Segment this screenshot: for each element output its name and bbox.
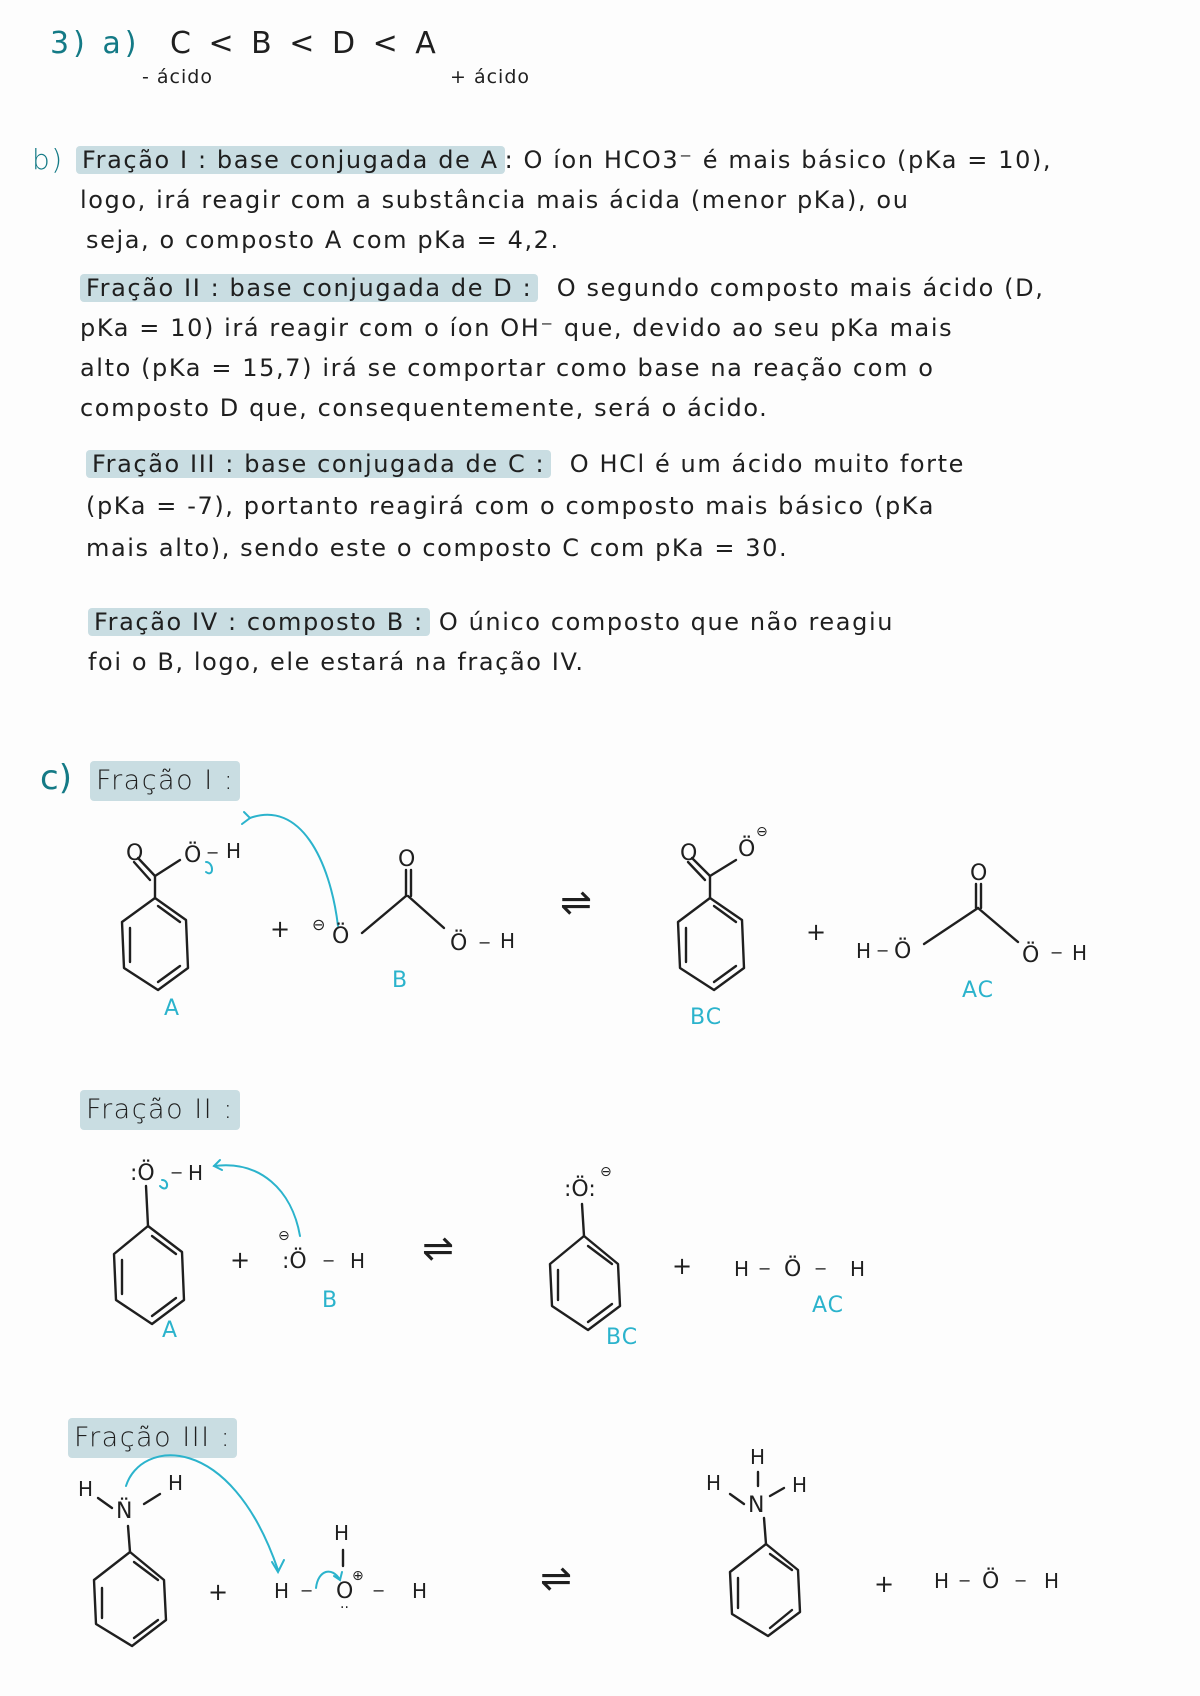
svg-text:O: O xyxy=(398,847,416,872)
plus-sign: + xyxy=(230,1246,251,1274)
svg-text:H: H xyxy=(226,839,242,863)
hydronium-structure xyxy=(274,1521,427,1616)
svg-text:H: H xyxy=(412,1579,428,1603)
phenoxide-structure xyxy=(550,1164,620,1330)
svg-text:⊖: ⊖ xyxy=(312,915,326,934)
svg-text:−: − xyxy=(170,1163,184,1182)
svg-text:⊖: ⊖ xyxy=(278,1228,290,1244)
svg-text::Ö: :Ö xyxy=(282,1249,307,1274)
svg-text:−: − xyxy=(322,1251,336,1270)
water-structure xyxy=(934,1568,1059,1594)
svg-text:O: O xyxy=(680,841,698,866)
question-number: 3) a) xyxy=(50,26,141,61)
svg-text:Ö: Ö xyxy=(894,939,912,964)
plus-sign: + xyxy=(270,915,291,943)
svg-text:H: H xyxy=(1044,1569,1060,1593)
svg-text:Ö: Ö xyxy=(738,837,756,862)
svg-text:Ö: Ö xyxy=(184,843,202,868)
svg-text:H: H xyxy=(188,1161,204,1185)
svg-text::Ö:: :Ö: xyxy=(564,1177,596,1202)
text-line: O único composto que não reagiu xyxy=(438,608,895,636)
equilibrium-arrow: ⇌ xyxy=(422,1226,454,1270)
svg-text:H: H xyxy=(856,939,872,963)
svg-text:H: H xyxy=(850,1257,866,1281)
benzoate-structure xyxy=(678,824,768,990)
label-BC-1: BC xyxy=(690,1005,723,1030)
fraction-iii-heading: Fração III : base conjugada de C : xyxy=(86,450,551,478)
svg-text:−: − xyxy=(814,1259,828,1278)
svg-text:−: − xyxy=(1014,1571,1028,1590)
svg-text:⊖: ⊖ xyxy=(600,1164,612,1180)
part-c-label: c) xyxy=(40,758,72,798)
phenol-structure xyxy=(114,1160,203,1324)
svg-text:H: H xyxy=(274,1579,290,1603)
svg-text:−: − xyxy=(1050,943,1064,962)
plus-sign: + xyxy=(806,918,827,946)
svg-text:H: H xyxy=(500,929,516,953)
svg-text:N: N xyxy=(748,1493,765,1518)
svg-text:H: H xyxy=(1072,941,1088,965)
text-line: O HCl é um ácido muito forte xyxy=(569,450,966,478)
label-AC-1: AC xyxy=(962,978,995,1003)
text-line: O segundo composto mais ácido (D, xyxy=(556,274,1045,302)
carbonic-acid-structure xyxy=(856,861,1087,968)
svg-text:H: H xyxy=(792,1473,808,1497)
fraction-ii-heading: Fração II : base conjugada de D : xyxy=(80,274,538,302)
text-line: logo, irá reagir com a substância mais ácida (menor pKa), ou xyxy=(80,186,910,214)
svg-text:−: − xyxy=(300,1581,314,1600)
svg-text:Ö: Ö xyxy=(982,1569,1000,1594)
svg-text:−: − xyxy=(478,933,492,952)
text-line: alto (pKa = 15,7) irá se comportar como base na reação com o xyxy=(80,354,935,382)
svg-text:H: H xyxy=(350,1249,366,1273)
svg-text:O: O xyxy=(970,861,988,886)
svg-text:H: H xyxy=(934,1569,950,1593)
curved-arrow-icon xyxy=(214,1165,300,1236)
plus-sign: + xyxy=(874,1570,895,1598)
text-line: composto D que, consequentemente, será o ácido. xyxy=(80,394,769,422)
svg-text:N̈: N̈ xyxy=(116,1499,133,1524)
svg-text:−: − xyxy=(876,941,890,960)
svg-text:Ö: Ö xyxy=(332,924,350,949)
more-acid-note: + ácido xyxy=(450,66,531,88)
fraction-i-heading: Fração I : base conjugada de A xyxy=(76,146,505,174)
reaction-ii-heading: Fração II : xyxy=(80,1090,240,1130)
svg-text:⊕: ⊕ xyxy=(352,1568,364,1584)
label-B-2: B xyxy=(322,1288,339,1313)
bicarbonate-structure xyxy=(312,847,515,956)
text-line: pKa = 10) irá reagir com o íon OH⁻ que, devido ao seu pKa mais xyxy=(80,314,954,342)
fraction-iv-heading: Fração IV : composto B : xyxy=(88,608,430,636)
label-A-1: A xyxy=(164,996,181,1021)
svg-text::Ö: :Ö xyxy=(130,1161,155,1186)
text-line: : O íon HCO3⁻ é mais básico (pKa = 10), xyxy=(504,146,1053,174)
text-line: foi o B, logo, ele estará na fração IV. xyxy=(88,648,585,676)
svg-text:H: H xyxy=(734,1257,750,1281)
reaction-iii-heading: Fração III : xyxy=(68,1418,237,1458)
plus-sign: + xyxy=(208,1578,229,1606)
anilinium-structure xyxy=(706,1445,807,1636)
part-b-label: b) xyxy=(32,143,64,176)
svg-text:−: − xyxy=(206,843,220,862)
less-acid-note: - ácido xyxy=(142,66,213,88)
hydroxide-structure xyxy=(278,1228,365,1274)
svg-text:−: − xyxy=(372,1581,386,1600)
label-BC-2: BC xyxy=(606,1325,639,1350)
svg-text:Ö: Ö xyxy=(1022,943,1040,968)
svg-text:Ö: Ö xyxy=(784,1257,802,1282)
svg-text:H: H xyxy=(334,1521,350,1545)
svg-text:··: ·· xyxy=(340,1600,349,1616)
text-line: (pKa = -7), portanto reagirá com o composto mais básico (pKa xyxy=(86,492,936,520)
plus-sign: + xyxy=(672,1252,693,1280)
water-structure xyxy=(734,1256,865,1282)
svg-text:−: − xyxy=(758,1259,772,1278)
svg-text:⊖: ⊖ xyxy=(756,824,768,840)
svg-text:H: H xyxy=(750,1445,766,1469)
curved-arrow-icon xyxy=(250,815,338,926)
label-AC-2: AC xyxy=(812,1293,845,1318)
aniline-structure xyxy=(78,1471,183,1646)
svg-text:O: O xyxy=(126,841,144,866)
text-line: seja, o composto A com pKa = 4,2. xyxy=(86,226,560,254)
svg-text:H: H xyxy=(78,1477,94,1501)
equilibrium-arrow: ⇌ xyxy=(560,880,592,924)
acidity-order: C < B < D < A xyxy=(170,26,440,61)
svg-text:H: H xyxy=(706,1471,722,1495)
reaction-i-heading: Fração I : xyxy=(90,761,240,801)
equilibrium-arrow: ⇌ xyxy=(540,1556,572,1600)
label-A-2: A xyxy=(162,1318,179,1343)
svg-text:O: O xyxy=(336,1579,354,1604)
label-B-1: B xyxy=(392,968,409,993)
svg-text:H: H xyxy=(168,1471,184,1495)
text-line: mais alto), sendo este o composto C com pKa = 30. xyxy=(86,534,789,562)
curved-arrow-icon xyxy=(126,1455,278,1570)
benzoic-acid-structure xyxy=(122,839,241,990)
svg-text:−: − xyxy=(958,1571,972,1590)
svg-text:Ö: Ö xyxy=(450,931,468,956)
